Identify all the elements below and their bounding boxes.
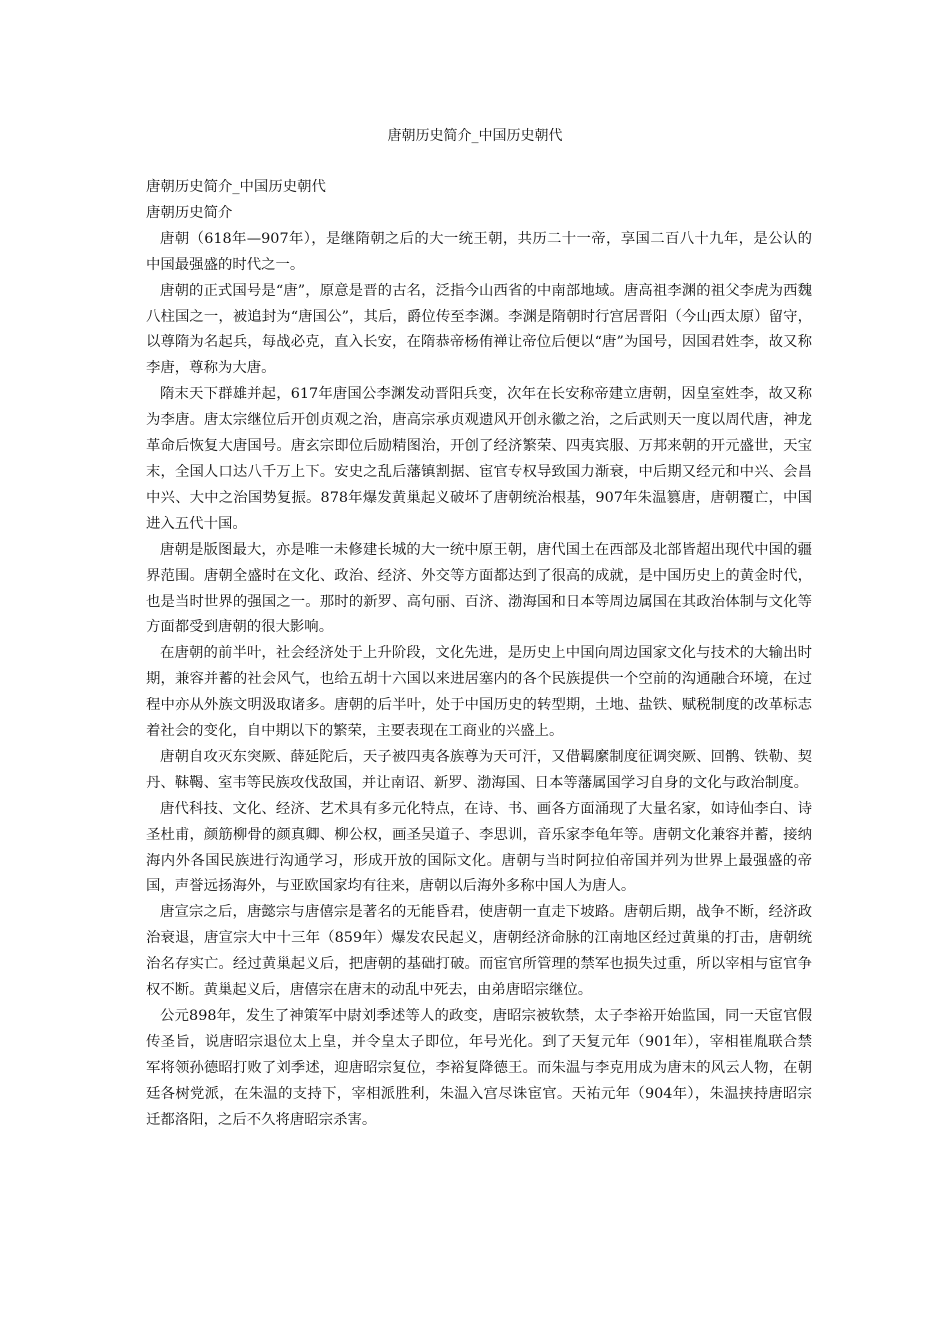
paragraph-8: 唐宣宗之后，唐懿宗与唐僖宗是著名的无能昏君，使唐朝一直走下坡路。唐朝后期，战争不断，经济政治衰退，唐宣宗大中十三年（859年）爆发农民起义，唐朝经济命脉的江南地区经过黄巢的打击，唐朝统治名存实亡。经过黄巢起义后，把唐朝的基础打破。而宦官所管理的禁军也损失过重，所以宰相与宦官争权不断。黄巢起义后，唐僖宗在唐末的动乱中死去，由弟唐昭宗继位。 [146,904,812,999]
paragraph-6: 唐朝自攻灭东突厥、薛延陀后，天子被四夷各族尊为天可汗，又借羁縻制度征调突厥、回鹘、铁勒、契丹、靺鞨、室韦等民族攻伐敌国，并让南诏、新罗、渤海国、日本等藩属国学习自身的文化与政治制度。 [146,748,812,791]
document-body [146,175,812,1134]
subheading: 唐朝历史简介 [146,204,233,221]
paragraph-9: 公元898年，发生了神策军中尉刘季述等人的政变，唐昭宗被软禁，太子李裕开始监国，同一天宦官假传圣旨，说唐昭宗退位太上皇，并令皇太子即位，年号光化。到了天复元年（901年），宰相崔胤联合禁军将领孙德昭打败了刘季述，迎唐昭宗复位，李裕复降德王。而朱温与李克用成为唐末的风云人物，在朝廷各树党派，在朱温的支持下，宰相派胜利，朱温入宫尽诛宦官。天祐元年（904年），朱温挟持唐昭宗迁都洛阳，之后不久将唐昭宗杀害。 [146,1008,812,1128]
heading-line: 唐朝历史简介_中国历史朝代 [146,179,326,195]
paragraph-3: 隋末天下群雄并起，617年唐国公李渊发动晋阳兵变，次年在长安称帝建立唐朝，因皇室姓李，故又称为李唐。唐太宗继位后开创贞观之治，唐高宗承贞观遗风开创永徽之治，之后武则天一度以周代唐，神龙革命后恢复大唐国号。唐玄宗即位后励精图治，开创了经济繁荣、四夷宾服、万邦来朝的开元盛世，天宝末，全国人口达八千万上下。安史之乱后藩镇割据、宦官专权导致国力渐衰，中后期又经元和中兴、会昌中兴、大中之治国势复振。878年爆发黄巢起义破坏了唐朝统治根基，907年朱温篡唐，唐朝覆亡，中国进入五代十国。 [146,386,812,532]
paragraph-5: 在唐朝的前半叶，社会经济处于上升阶段，文化先进，是历史上中国向周边国家文化与技术的大输出时期，兼容并蓄的社会风气，也给五胡十六国以来进居塞内的各个民族提供一个空前的沟通融合环境，在过程中亦从外族文明汲取诸多。唐朝的后半叶，处于中国历史的转型期，土地、盐铁、赋税制度的改革标志着社会的变化，自中期以下的繁荣，主要表现在工商业的兴盛上。 [146,645,812,740]
paragraph-4: 唐朝是版图最大，亦是唯一未修建长城的大一统中原王朝，唐代国土在西部及北部皆超出现代中国的疆界范围。唐朝全盛时在文化、政治、经济、外交等方面都达到了很高的成就，是中国历史上的黄金时代，也是当时世界的强国之一。那时的新罗、高句丽、百济、渤海国和日本等周边属国在其政治体制与文化等方面都受到唐朝的很大影响。 [146,541,812,636]
document-title: 唐朝历史简介_中国历史朝代 [387,128,563,144]
paragraph-7: 唐代科技、文化、经济、艺术具有多元化特点，在诗、书、画各方面涌现了大量名家，如诗仙李白、诗圣杜甫，颜筋柳骨的颜真卿、柳公权，画圣吴道子、李思训，音乐家李龟年等。唐朝文化兼容并蓄，接纳海内外各国民族进行沟通学习，形成开放的国际文化。唐朝与当时阿拉伯帝国并列为世界上最强盛的帝国，声誉远扬海外，与亚欧国家均有往来，唐朝以后海外多称中国人为唐人。 [146,800,812,895]
paragraph-1: 唐朝（618年—907年），是继隋朝之后的大一统王朝，共历二十一帝，享国二百八十九年，是公认的中国最强盛的时代之一。 [146,230,812,273]
paragraph-2: 唐朝的正式国号是“唐”，原意是晋的古名，泛指今山西省的中南部地域。唐高祖李渊的祖父李虎为西魏八柱国之一，被追封为“唐国公”，其后，爵位传至李渊。李渊是隋朝时行宫居晋阳（今山西太原）留守，以尊隋为名起兵，每战必克，直入长安，在隋恭帝杨侑禅让帝位后便以“唐”为国号，因国君姓李，故又称李唐，尊称为大唐。 [146,282,812,377]
